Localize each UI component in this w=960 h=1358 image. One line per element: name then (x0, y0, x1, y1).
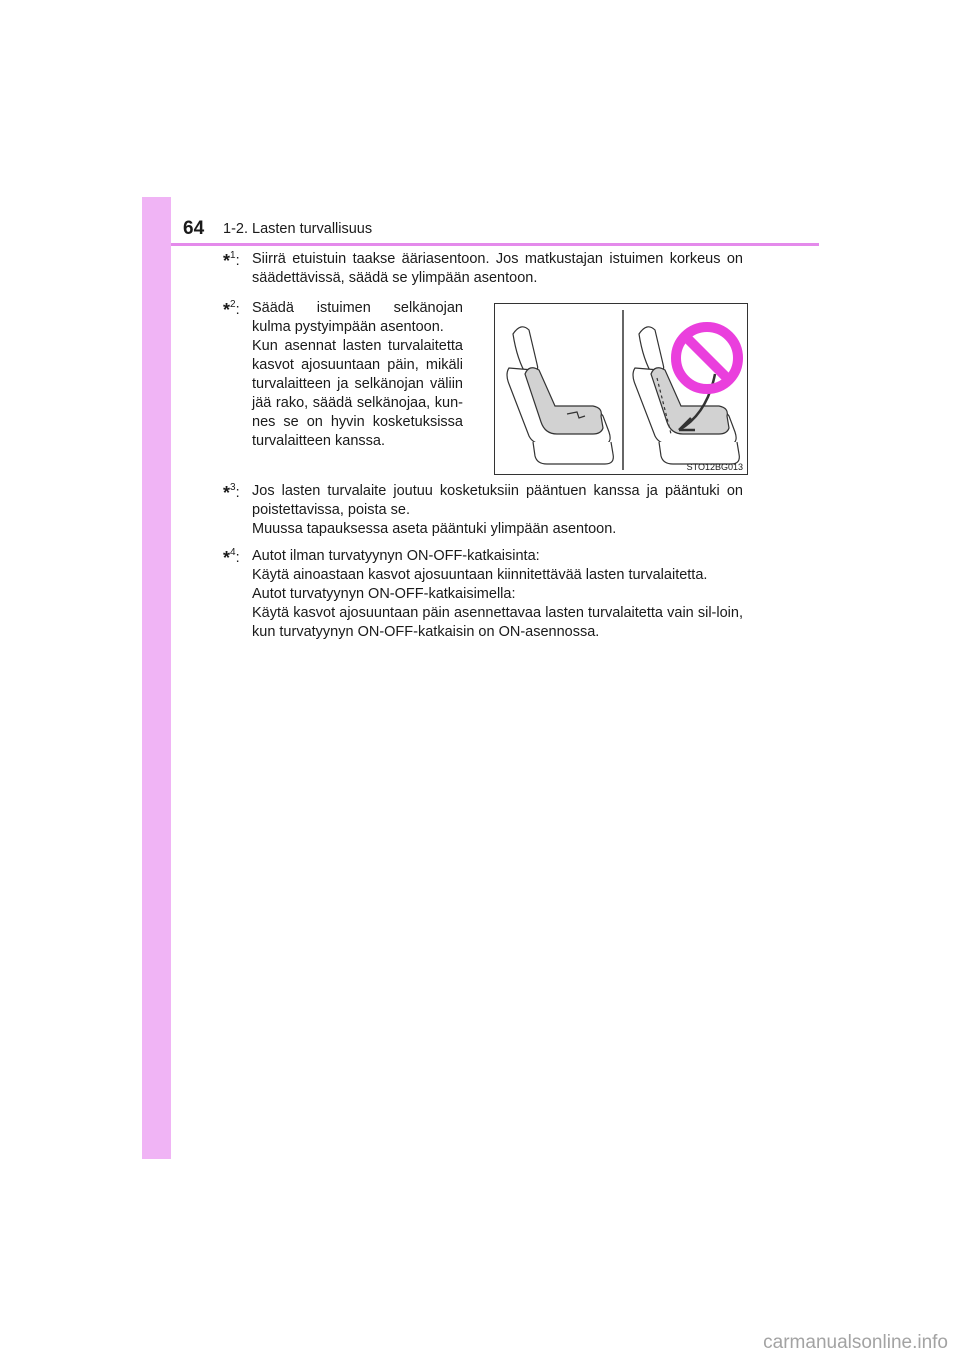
footer-watermark: carmanualsonline.info (763, 1332, 948, 1353)
note-text: Käytä kasvot ajosuuntaan päin asennettavaa lasten turvalaitetta vain sil-loin, kun turvatyynyn ON-OFF-katkaisin on ON-asennossa. (252, 605, 743, 640)
figure-code: STO12BG013 (686, 462, 743, 472)
seat-drawing (495, 304, 747, 474)
note-marker: *$^2$: (223, 299, 240, 320)
note-text: Jos lasten turvalaite joutuu kosketuksiin pääntuen kanssa ja pääntuki on poistettavissa, poista se. (252, 483, 743, 518)
prohibition-icon (676, 327, 738, 389)
note-text: Kun asennat lasten turvalaitetta kasvot ajosuuntaan päin, mikäli turvalaitteen ja selkänojan väliin jää rako, säädä selkänojaa, kun-nes se on hyvin kosketuksissa turvalaitteen kanssa. (252, 338, 463, 449)
note-4 (223, 547, 743, 642)
side-color-band (142, 197, 171, 1159)
page-number: 64 (183, 218, 205, 239)
note-marker: *$^3$: (223, 482, 240, 503)
seat-incorrect-icon (633, 327, 739, 464)
note-2 (223, 299, 463, 451)
note-3 (223, 482, 743, 539)
seat-correct-icon (507, 327, 613, 464)
note-marker: *$^4$: (223, 547, 240, 568)
note-text: Käytä ainoastaan kasvot ajosuuntaan kiinnitettävää lasten turvalaitetta. (252, 567, 708, 583)
note-text: Autot turvatyynyn ON-OFF-katkaisimella: (252, 586, 516, 602)
section-title: 1-2. Lasten turvallisuus (223, 221, 373, 237)
note-text: Autot ilman turvatyynyn ON-OFF-katkaisinta: (252, 548, 540, 564)
note-1 (223, 250, 743, 288)
header-rule (171, 243, 819, 246)
seat-illustration (494, 303, 748, 475)
note-text: Säädä istuimen selkänojan kulma pystyimpään asentoon. (252, 300, 463, 335)
note-text: Siirrä etuistuin taakse ääriasentoon. Jos matkustajan istuimen korkeus on säädettävissä, säädä se ylimpään asentoon. (252, 251, 743, 286)
note-text: Muussa tapauksessa aseta pääntuki ylimpään asentoon. (252, 521, 617, 537)
note-marker: *$^1$: (223, 250, 240, 271)
